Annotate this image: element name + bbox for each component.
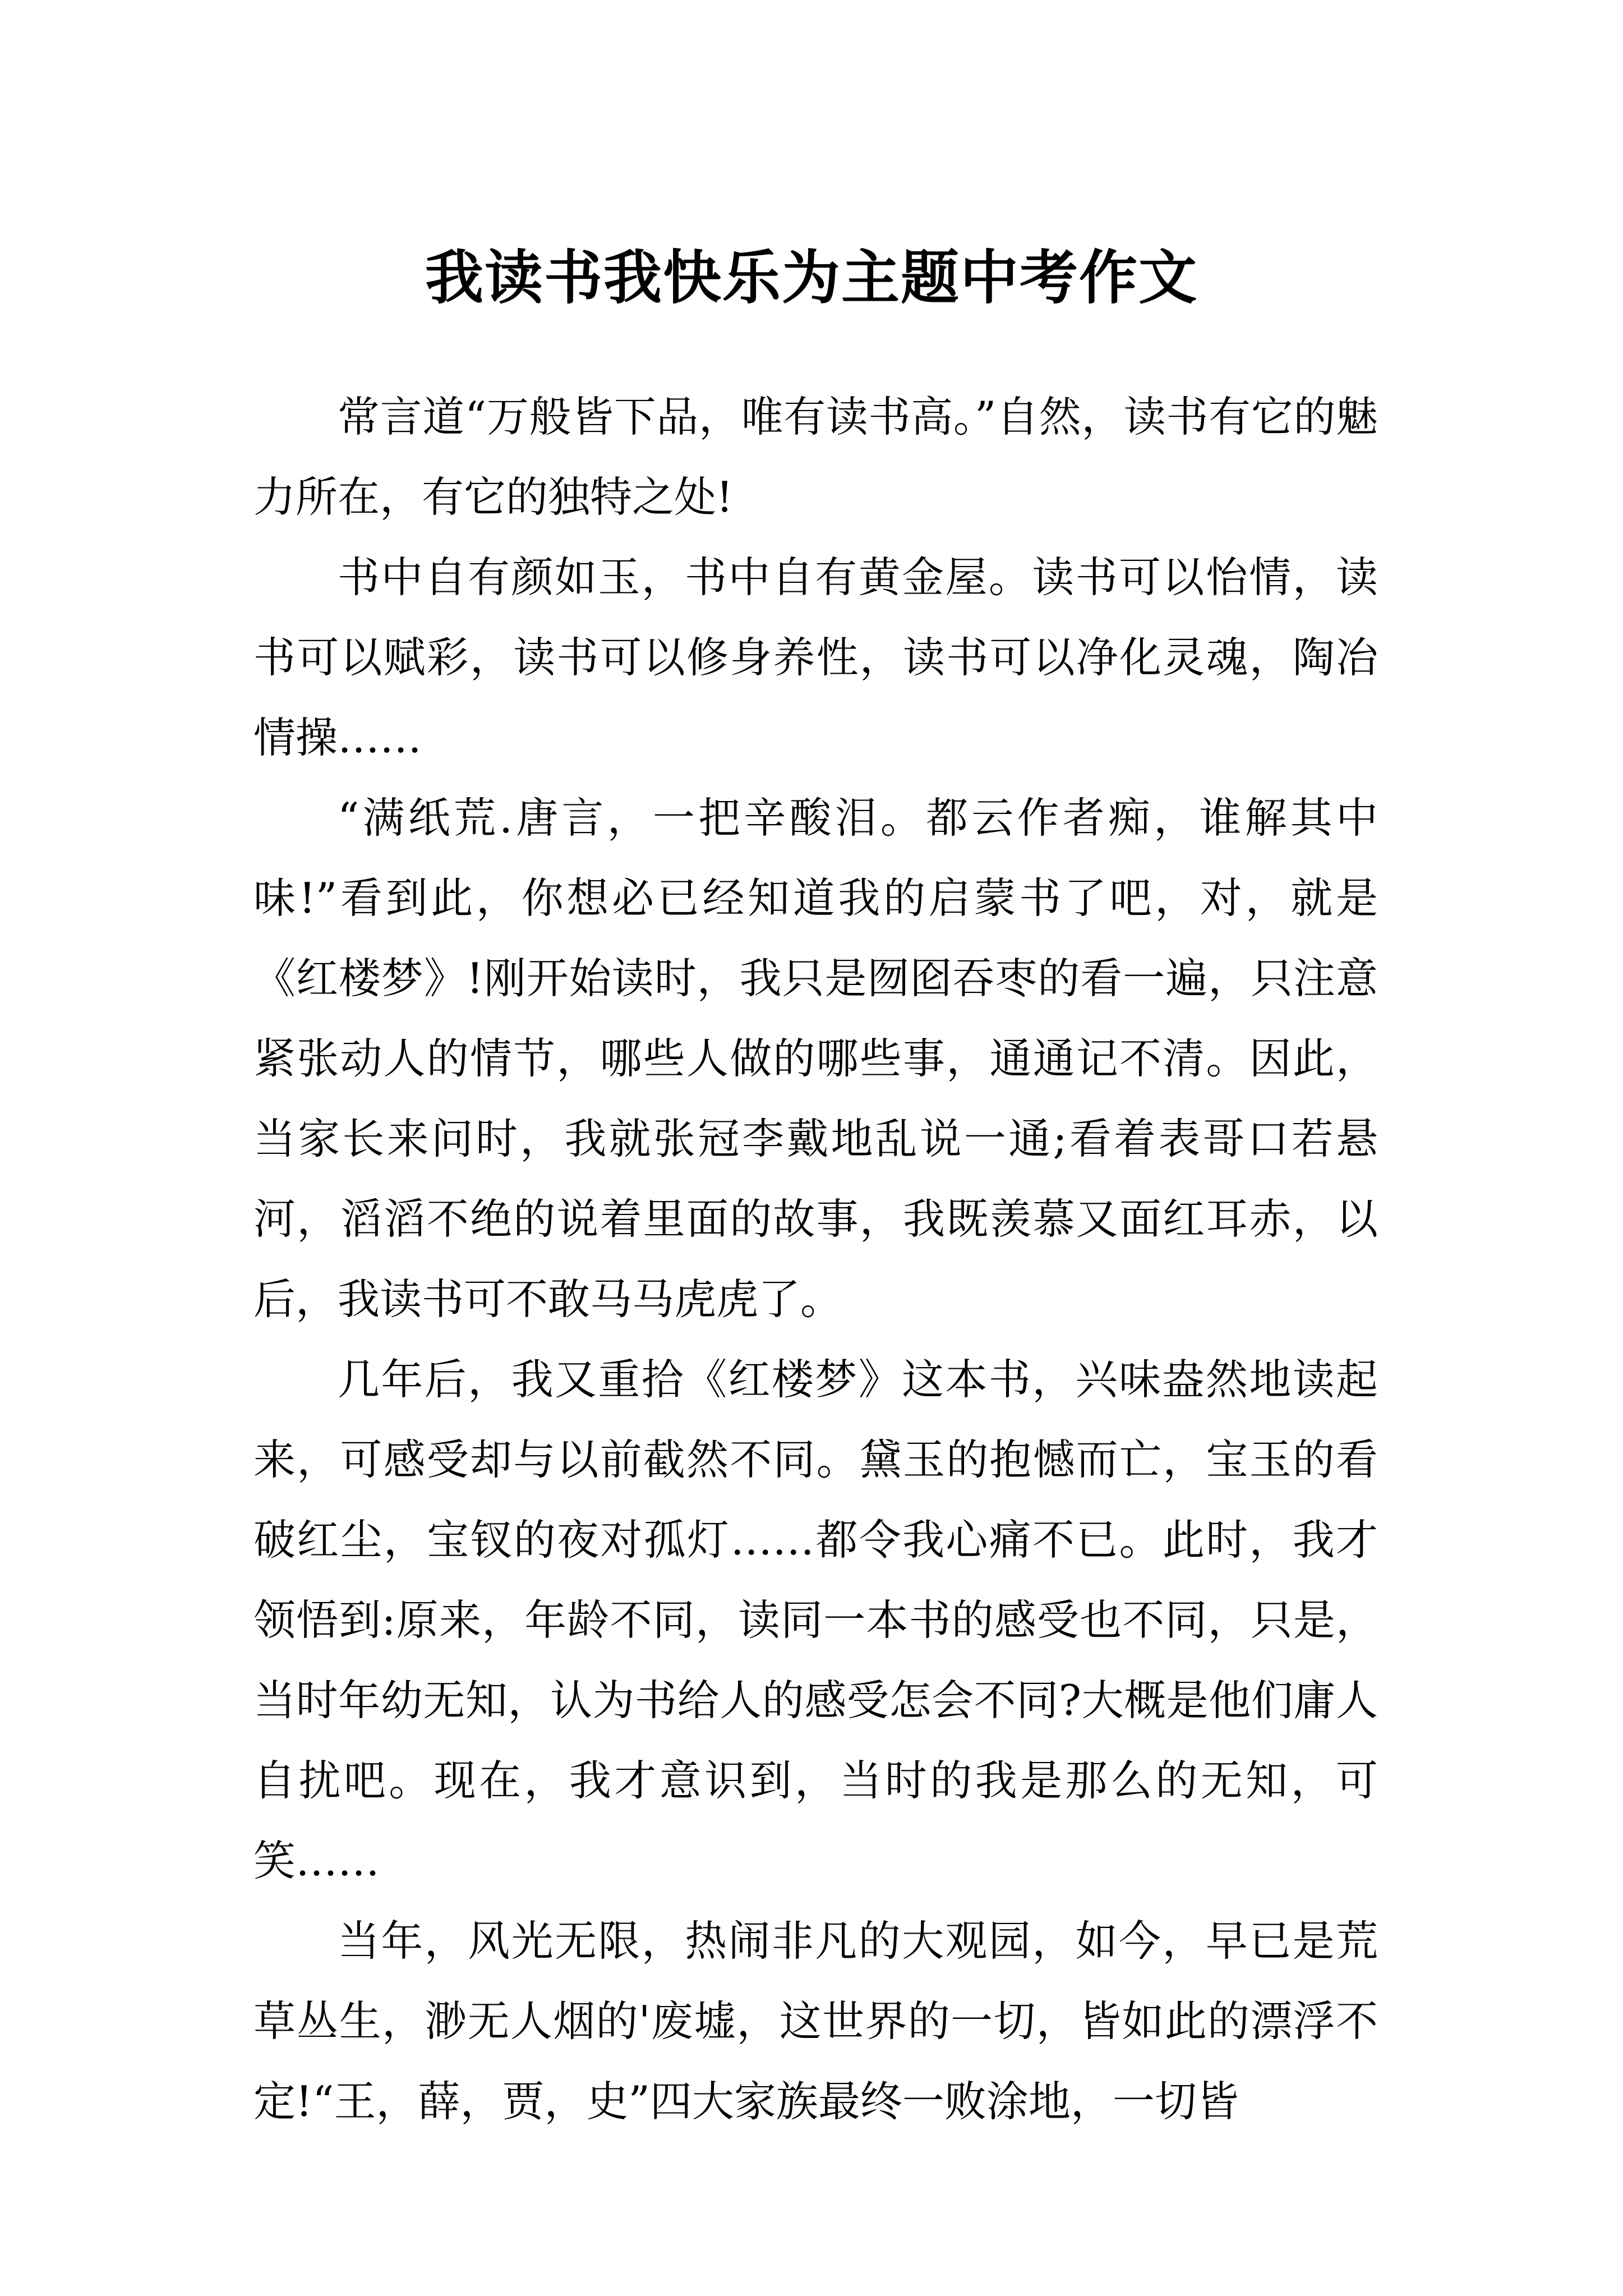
paragraph-5: 当年，风光无限，热闹非凡的大观园，如今，早已是荒草丛生，渺无人烟的'废墟，这世界的一切，皆如此的漂浮不定!“王，薛，贾，史”四大家族最终一败涂地，一切皆 xyxy=(253,1916,1378,2126)
paragraph-3: “满纸荒.唐言，一把辛酸泪。都云作者痴，谁解其中味!”看到此，你想必已经知道我的启蒙书了吧，对，就是《红楼梦》!刚开始读时，我只是囫囵吞枣的看一遍，只注意紧张动人的情节，哪些人做的哪些事，通通记不清。因此，当家长来问时，我就张冠李戴地乱说一通;看着表哥口若悬河，滔滔不绝的说着里面的故事，我既羡慕又面红耳赤，以后，我读书可不敢马马虎虎了。 xyxy=(253,793,1378,1324)
document-body xyxy=(253,377,1378,2142)
paragraph-4: 几年后，我又重拾《红楼梦》这本书，兴味盎然地读起来，可感受却与以前截然不同。黛玉的抱憾而亡，宝玉的看破红尘，宝钗的夜对孤灯……都令我心痛不已。此时，我才领悟到:原来，年龄不同，读同一本书的感受也不同，只是，当时年幼无知，认为书给人的感受怎会不同?大概是他们庸人自扰吧。现在，我才意识到，当时的我是那么的无知，可笑…… xyxy=(253,1355,1378,1885)
paragraph-2: 书中自有颜如玉，书中自有黄金屋。读书可以怡情，读书可以赋彩，读书可以修身养性，读书可以净化灵魂，陶冶情操…… xyxy=(253,553,1378,762)
document-title: 我读书我快乐为主题中考作文 xyxy=(425,242,1198,312)
paragraph-1: 常言道“万般皆下品，唯有读书高。”自然，读书有它的魅力所在，有它的独特之处! xyxy=(253,392,1378,522)
